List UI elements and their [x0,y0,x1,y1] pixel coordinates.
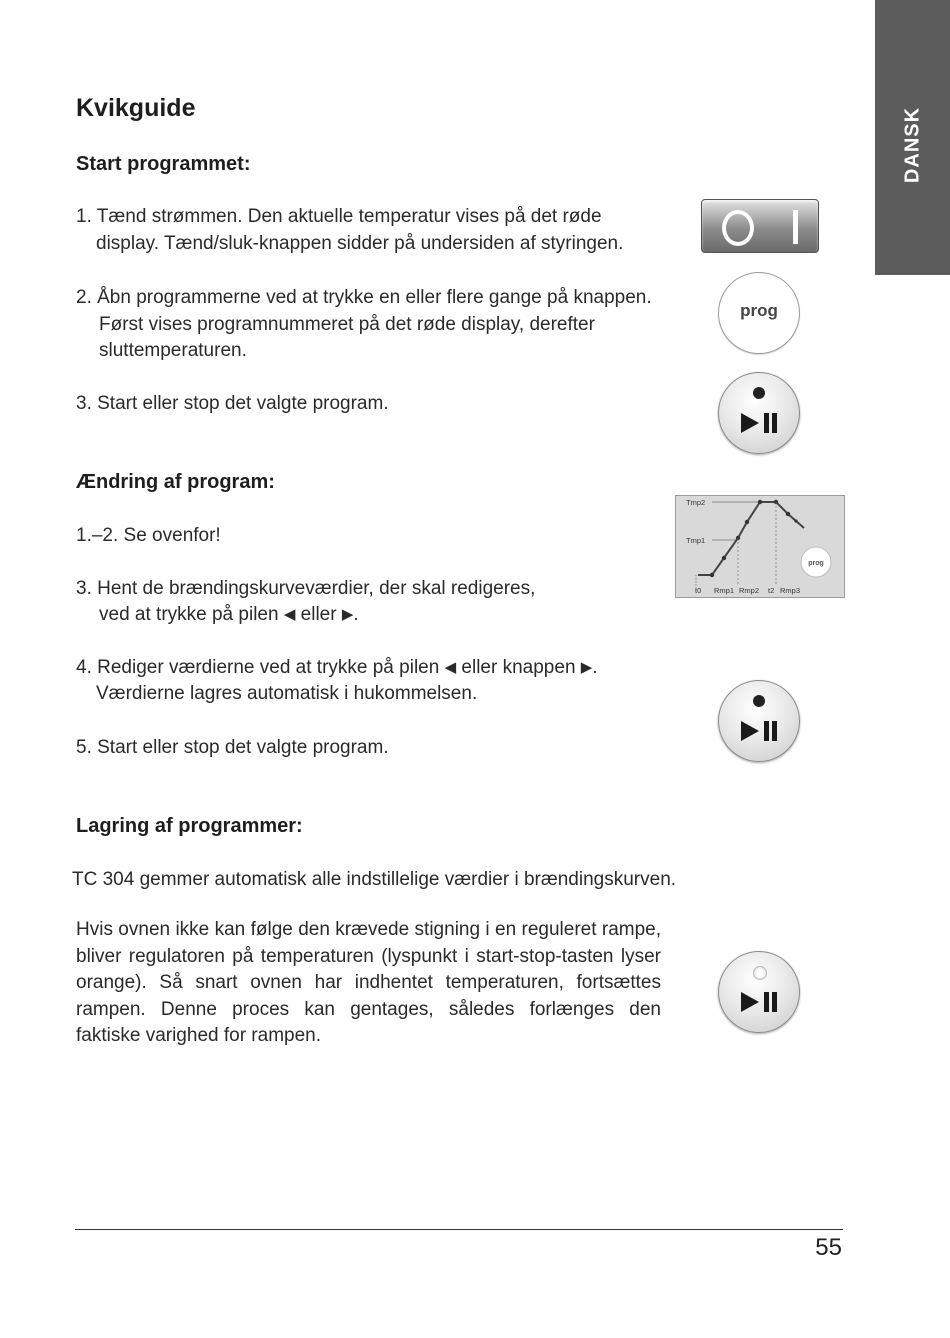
page-title: Kvikguide [76,94,196,122]
diagram-rmp2: Rmp2 [739,586,760,595]
change-step-3-line-2: ved at trykke på pilen ◀ eller ▶. [99,604,359,625]
switch-off-symbol [722,210,754,246]
arrow-right-icon: ▶ [580,659,593,676]
footer-divider [75,1229,843,1230]
step-2-line-3: sluttemperaturen. [99,340,247,361]
diagram-prog-label: prog [808,560,824,567]
step-1-line-1: 1. Tænd strømmen. Den aktuelle temperatur vises på det røde [76,206,602,227]
step-3: 3. Start eller stop det valgte program. [76,393,389,414]
prog-button-icon [718,272,800,354]
change-step-5: 5. Start eller stop det valgte program. [76,737,389,758]
indicator-dot [753,387,765,399]
diagram-tmp1: Tmp1 [686,536,706,545]
diagram-t2: t2 [768,586,775,595]
play-pause-icon [741,990,779,1014]
start-stop-button-icon [718,372,800,454]
indicator-dot-lit [753,966,767,980]
start-stop-button-lit-icon [718,951,800,1033]
diagram-tmp2: Tmp2 [686,498,706,507]
start-stop-button-icon [718,680,800,762]
page-number: 55 [815,1234,842,1261]
step-1-line-2: display. Tænd/sluk-knappen sidder på undersiden af styringen. [96,233,624,254]
start-program-heading: Start programmet: [76,153,251,175]
arrow-right-icon: ▶ [341,606,354,623]
step-2-line-1: 2. Åbn programmerne ved at trykke en eller flere gange på knappen. [76,287,652,308]
diagram-t0: t0 [695,586,702,595]
arrow-left-icon: ◀ [283,606,296,623]
arrow-left-icon: ◀ [444,659,457,676]
change-step-4-line-2: Værdierne lagres automatisk i hukommelsen. [96,683,478,704]
change-step-1-2: 1.–2. Se ovenfor! [76,525,221,546]
language-tab-label: DANSK [901,106,923,184]
firing-curve-graphic [676,496,844,597]
step-2-line-2: Først vises programnummeret på det røde display, derefter [99,314,595,335]
indicator-dot [753,695,765,707]
change-program-heading: Ændring af program: [76,471,275,493]
change-step-3-line-1: 3. Hent de brændingskurveværdier, der skal redigeres, [76,578,536,599]
language-tab [875,0,950,275]
switch-on-symbol [793,210,798,244]
save-auto-line: TC 304 gemmer automatisk alle indstillelige værdier i brændingskurven. [72,869,677,890]
diagram-rmp3: Rmp3 [780,586,801,595]
play-pause-icon [741,719,779,743]
power-switch-icon [701,199,819,253]
change-step-4-line-1: 4. Rediger værdierne ved at trykke på pilen ◀ eller knappen ▶. [76,657,598,678]
play-pause-icon [741,411,779,435]
ramp-paragraph: Hvis ovnen ikke kan følge den krævede stigning i en reguleret rampe, bliver regulatoren på temperaturen (lyspunkt i start-stop-tasten lyser orange). Så snart ovnen har indhentet temperaturen, fortsættes rampen. Denne proces kan gentages, således forlænges den faktiske varighed for rampen. [76,919,661,1046]
diagram-rmp1: Rmp1 [714,586,735,595]
firing-curve-diagram [675,495,845,598]
prog-button-label: prog [740,301,778,320]
save-programs-heading: Lagring af programmer: [76,815,303,837]
